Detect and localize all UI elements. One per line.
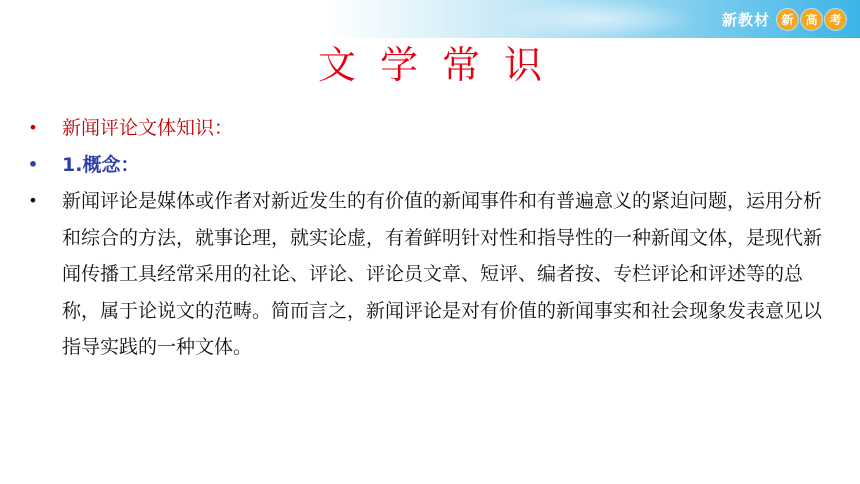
list-item-concept — [26, 147, 826, 184]
definition-text: 新闻评论是媒体或作者对新近发生的有价值的新闻事件和有普遍意义的紧迫问题，运用分析和综合的方法，就事论理，就实论虚，有着鲜明针对性和指导性的一种新闻文体，是现代新闻传播工具经常采用的社论、评论、评论员文章、短评、编者按、专栏评论和评述等的总称，属于论说文的范畴。简而言之，新闻评论是对有价值的新闻事实和社会现象发表意见以指导实践的一种文体。 — [62, 190, 823, 358]
list-item-definition — [26, 183, 826, 366]
bullet-dot: • — [28, 191, 38, 210]
top-banner — [0, 0, 860, 38]
bullet-dot: • — [27, 154, 39, 174]
list-item-heading — [26, 110, 826, 147]
concept-label: 1.概念： — [62, 153, 140, 176]
brand-badge-kao: 考 — [825, 9, 846, 30]
banner-glow — [500, 0, 700, 38]
brand-badge-gao: 高 — [801, 9, 822, 30]
bullet-list — [26, 110, 826, 366]
slide-title: 文学常识 — [317, 43, 566, 87]
brand-badge-xin: 新 — [777, 9, 798, 30]
brand-text: 新教材 — [721, 10, 770, 29]
brand-logo — [722, 6, 846, 32]
bullet-dot: • — [28, 118, 38, 137]
heading-text: 新闻评论文体知识： — [62, 117, 234, 139]
